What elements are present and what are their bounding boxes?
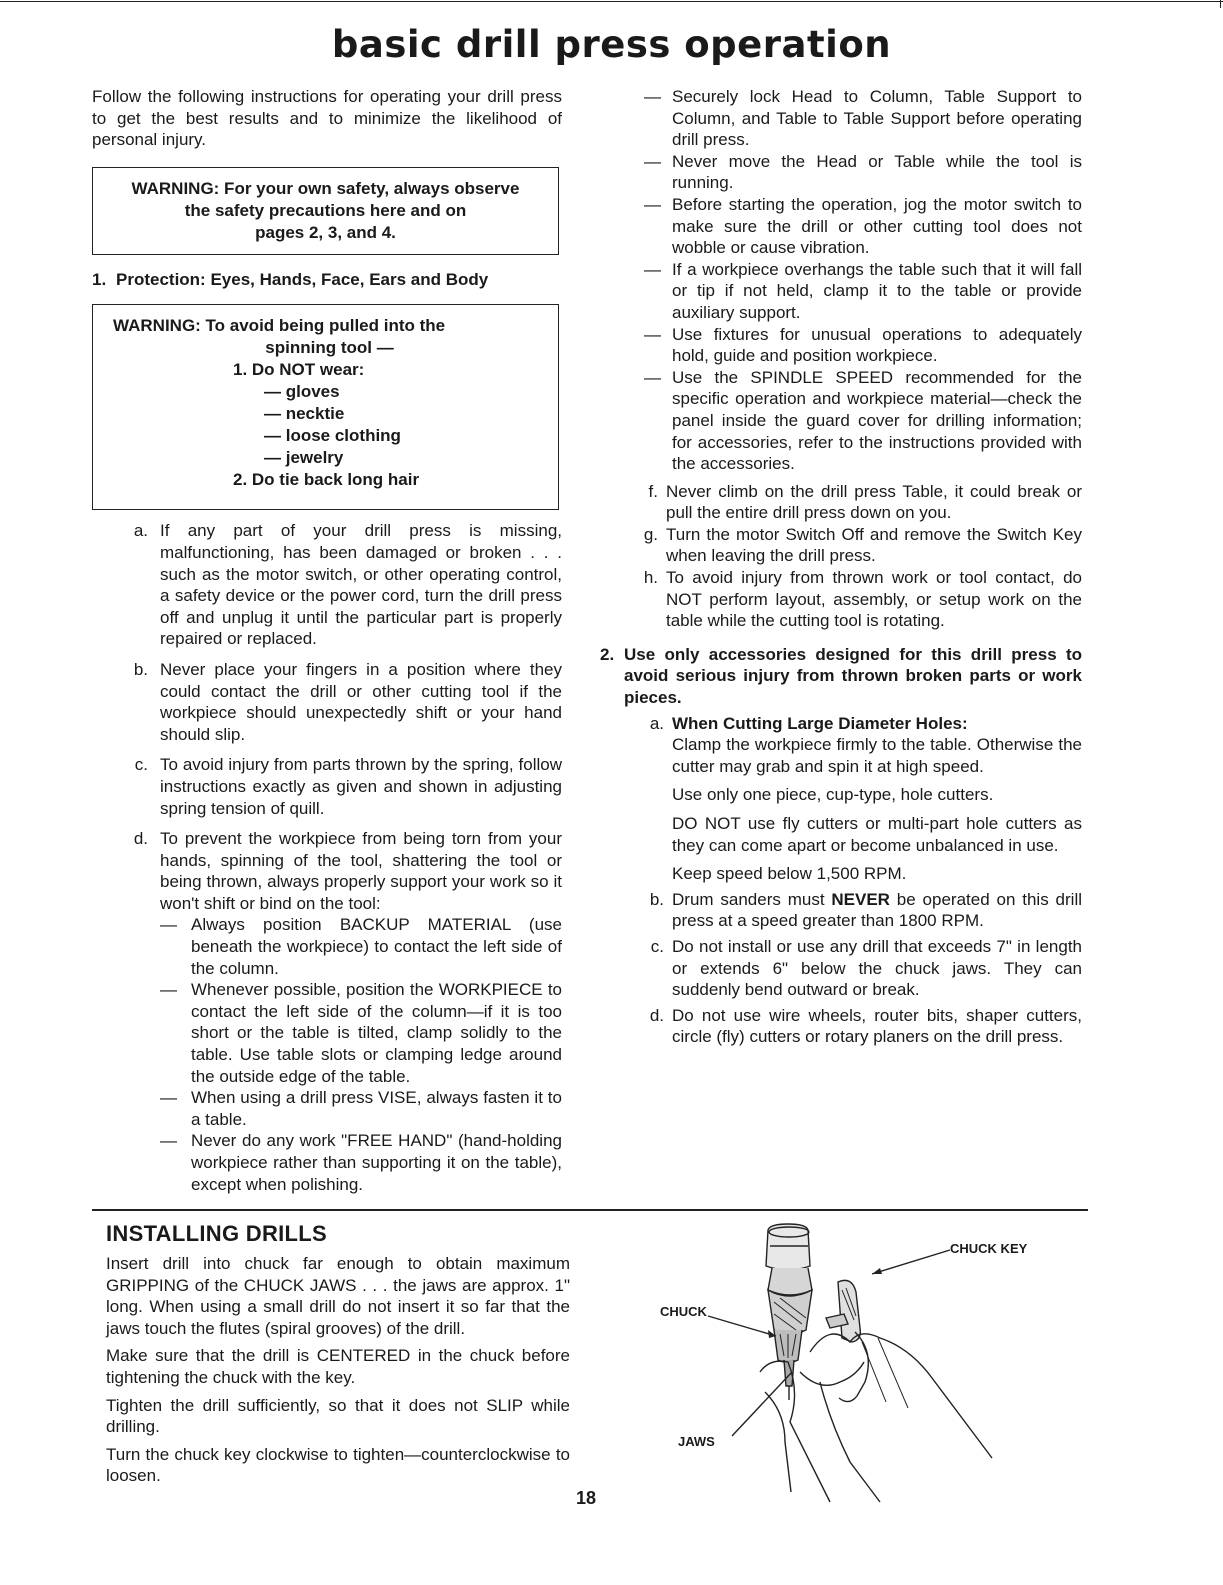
list-text: Never climb on the drill press Table, it could break or pull the entire drill press down on you. <box>666 481 1082 523</box>
list-marker: c. <box>650 936 664 956</box>
list-item <box>92 828 562 914</box>
warning-sub-item: — necktie <box>264 404 345 424</box>
section-title: Use only accessories designed for this drill press to avoid serious injury from thrown broken parts or work pieces. <box>624 644 1082 708</box>
dash-text: Securely lock Head to Column, Table Support to Column, and Table to Table Support before operating drill press. <box>672 87 1082 150</box>
dash-item: — Whenever possible, position the WORKPIECE to contact the left side of the column—if it is too short or the table is tilted, clamp solidly to the table. Use table slots or clamping ledge around the outside edge of the table. <box>160 980 562 1086</box>
dash-item: — Never do any work "FREE HAND" (hand-holding workpiece rather than supporting it on the table), except when polishing. <box>160 1131 562 1194</box>
list-marker: b. <box>649 889 664 909</box>
paragraph: Keep speed below 1,500 RPM. <box>672 864 907 884</box>
list-item <box>622 713 1082 885</box>
list-text: To avoid injury from thrown work or tool contact, do NOT perform layout, assembly, or setup work on the table while the cutting tool is rotating. <box>666 568 1082 631</box>
dash-item: — Use the SPINDLE SPEED recommended for the specific operation and workpiece material—check the panel inside the guard cover for drilling information; for accessories, refer to the instructions provided with the accessories. <box>644 367 1082 474</box>
section-1-heading <box>92 269 562 291</box>
paragraph: Tighten the drill sufficiently, so that it does not SLIP while drilling. <box>106 1395 570 1437</box>
text-run: be operated on this drill press at a speed greater than 1800 RPM. <box>672 889 1082 931</box>
paragraph: DO NOT use fly cutters or multi-part hole cutters as they can come apart or become unbalanced in use. <box>672 814 1082 855</box>
intro-paragraph: Follow the following instructions for operating your drill press to get the best results and to minimize the likelihood of personal injury. <box>92 87 562 150</box>
section-heading: INSTALLING DRILLS <box>106 1221 328 1246</box>
right-column <box>600 86 1082 1048</box>
warning-item: 1. Do NOT wear: <box>233 360 365 380</box>
jaws-label: JAWS <box>678 1434 715 1449</box>
section-2-heading <box>600 644 1082 709</box>
list-text: If any part of your drill press is missing, malfunctioning, has been damaged or broken . . . such as the motor switch, or other operating control, a safety device or the power cord, turn the drill press off and unplug it until the particular part is properly repaired or replaced. <box>160 521 562 649</box>
paragraph: Insert drill into chuck far enough to obtain maximum GRIPPING of the CHUCK JAWS . . . the jaws are approx. 1" long. When using a small drill do not insert it so far that the jaws touch the flutes (spiral grooves) of the drill. <box>106 1254 570 1338</box>
warning-sub-item: — gloves <box>264 382 340 402</box>
dash-item: — Before starting the operation, jog the motor switch to make sure the drill or other cutting tool does not wobble or cause vibration. <box>644 194 1082 258</box>
list-item <box>622 889 1082 932</box>
dash-text: Whenever possible, position the WORKPIECE to contact the left side of the column—if it is too short or the table is tilted, clamp solidly to the table. Use table slots or clamping ledge around the outside edge of the table. <box>191 980 562 1086</box>
paragraph: Turn the chuck key clockwise to tighten—counterclockwise to loosen. <box>106 1444 570 1486</box>
list-marker: f. <box>648 481 658 501</box>
dash-item: — Use fixtures for unusual operations to adequately hold, guide and position workpiece. <box>644 324 1082 366</box>
warning-item: 2. Do tie back long hair <box>233 470 420 490</box>
warning-line: the safety precautions here and on <box>184 200 467 220</box>
list-item <box>92 659 562 745</box>
dash-text: Use fixtures for unusual operations to adequately hold, guide and position workpiece. <box>672 324 1082 366</box>
dash-item: — If a workpiece overhangs the table such that it will fall or tip if not held, clamp it to the table or provide auxiliary support. <box>644 259 1082 322</box>
warning-line: spinning tool — <box>265 338 394 358</box>
section-title: Protection: Eyes, Hands, Face, Ears and Body <box>116 269 489 289</box>
dash-list <box>160 914 562 1195</box>
dash-text: Never do any work "FREE HAND" (hand-holding workpiece rather than supporting it on the table), except when polishing. <box>191 1131 562 1194</box>
list-marker: g. <box>643 524 658 544</box>
top-border-line <box>0 1 1223 2</box>
list-item <box>622 567 1082 632</box>
dash-item: — Securely lock Head to Column, Table Support to Column, and Table to Table Support before operating drill press. <box>644 87 1082 150</box>
list-item <box>622 481 1082 524</box>
chuck-label: CHUCK <box>660 1304 707 1319</box>
installing-drills-section <box>106 1219 570 1493</box>
list-text: To prevent the workpiece from being torn from your hands, spinning of the tool, shattering the tool or being thrown, always properly support your work so it won't shift or bind on the tool: <box>160 829 562 913</box>
dash-text: Always position BACKUP MATERIAL (use beneath the workpiece) to contact the left side of the column. <box>191 915 562 978</box>
dash-item: — Always position BACKUP MATERIAL (use beneath the workpiece) to contact the left side of the column. <box>160 915 562 978</box>
safety-warning-box <box>92 167 559 255</box>
dash-text: If a workpiece overhangs the table such that it will fall or tip if not held, clamp it to the table or provide auxiliary support. <box>672 259 1082 322</box>
list-item <box>622 524 1082 567</box>
list-marker: d. <box>649 1005 664 1025</box>
left-column <box>92 86 562 1195</box>
list-text: Do not use wire wheels, router bits, shaper cutters, circle (fly) cutters or rotary planers on the drill press. <box>672 1005 1082 1047</box>
list-marker: c. <box>134 755 148 775</box>
list-text <box>672 889 1082 932</box>
page-title: basic drill press operation <box>331 23 892 66</box>
list-text: Do not install or use any drill that exceeds 7" in length or extends 6" below the chuck jaws. They can suddenly bend outward or break. <box>672 936 1082 1000</box>
list-marker: a. <box>649 713 664 733</box>
pulled-in-warning-box <box>92 304 559 510</box>
text-run: Drum sanders must <box>672 889 832 909</box>
warning-line: pages 2, 3, and 4. <box>255 222 396 242</box>
warning-sub-item: — loose clothing <box>264 426 401 446</box>
page-number: 18 <box>576 1488 597 1508</box>
dash-text: When using a drill press VISE, always fasten it to a table. <box>191 1088 562 1129</box>
warning-line: WARNING: For your own safety, always observe <box>131 178 520 198</box>
corner-mark <box>1220 0 1221 8</box>
list-item <box>622 1005 1082 1048</box>
section-divider <box>92 1209 1088 1211</box>
list-marker: h. <box>643 568 658 588</box>
list-text: Turn the motor Switch Off and remove the Switch Key when leaving the drill press. <box>666 524 1082 566</box>
list-text: Never place your fingers in a position where they could contact the drill or other cutting tool if the workpiece should unexpectedly shift or your hand should slip. <box>160 659 562 744</box>
chuck-illustration <box>650 1222 1070 1512</box>
list-marker: d. <box>133 829 148 849</box>
section-number: 2. <box>600 644 615 664</box>
chuck-key-label: CHUCK KEY <box>950 1241 1028 1256</box>
emphasis: NEVER <box>831 889 890 909</box>
section-number: 1. <box>92 269 107 289</box>
dash-text: Before starting the operation, jog the motor switch to make sure the drill or other cutting tool does not wobble or cause vibration. <box>672 194 1082 258</box>
dash-text: Use the SPINDLE SPEED recommended for the specific operation and workpiece material—check the panel inside the guard cover for drilling information; for accessories, refer to the instructions provided with the accessories. <box>672 367 1082 474</box>
warning-line: WARNING: To avoid being pulled into the <box>113 316 446 336</box>
paragraph: Use only one piece, cup-type, hole cutters. <box>672 785 994 805</box>
dash-item: — Never move the Head or Table while the tool is running. <box>644 151 1082 193</box>
paragraph: Clamp the workpiece firmly to the table. Otherwise the cutter may grab and spin it at high speed. <box>672 735 1082 776</box>
list-item <box>92 520 562 650</box>
dash-item: — When using a drill press VISE, always fasten it to a table. <box>160 1088 562 1129</box>
paragraph: Make sure that the drill is CENTERED in the chuck before tightening the chuck with the key. <box>106 1346 570 1387</box>
list-marker: b. <box>133 659 148 679</box>
dash-text: Never move the Head or Table while the tool is running. <box>672 151 1082 193</box>
list-text: To avoid injury from parts thrown by the spring, follow instructions exactly as given and shown in adjusting spring tension of quill. <box>160 755 562 818</box>
chuck-drawing <box>650 1222 1070 1512</box>
list-item <box>92 754 562 819</box>
subsection-heading: When Cutting Large Diameter Holes: <box>672 713 968 733</box>
list-item <box>622 936 1082 1001</box>
warning-sub-item: — jewelry <box>264 448 344 468</box>
list-marker: a. <box>133 521 148 541</box>
